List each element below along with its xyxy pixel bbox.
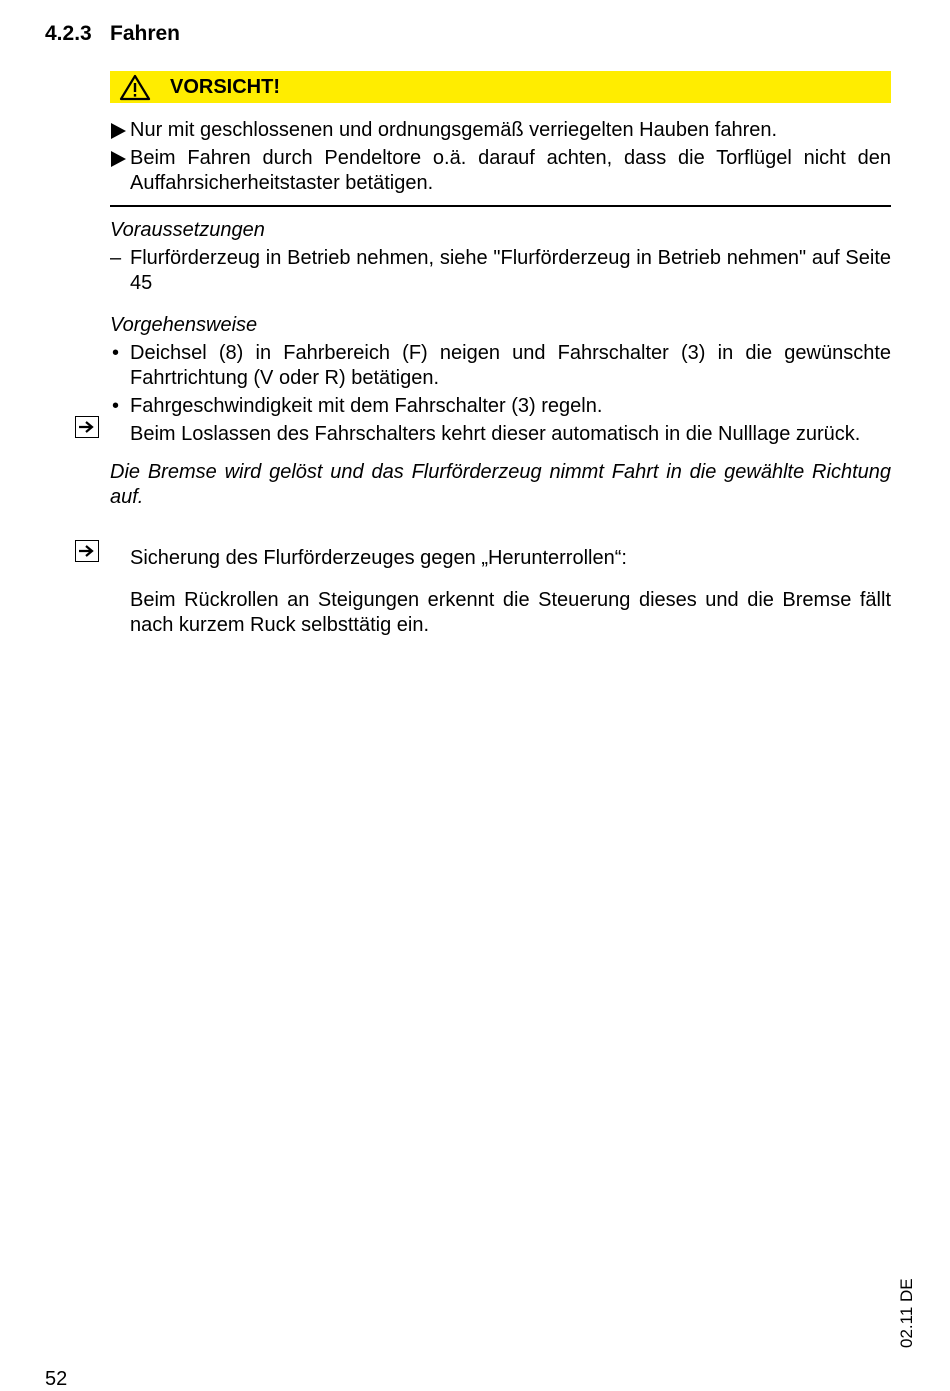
warning-triangle-icon — [119, 74, 151, 101]
page-number: 52 — [45, 1368, 68, 1390]
procedure-note — [110, 422, 891, 447]
bullet-dot: • — [112, 395, 120, 417]
rollback-note-text: Beim Rückrollen an Steigungen erkennt die Steuerung dieses und die Bremse fällt nach kurzem Ruck selbsttätig ein. — [130, 589, 891, 636]
section-heading — [45, 22, 180, 46]
note-arrow-icon — [75, 540, 99, 562]
procedure-step — [110, 341, 891, 391]
section-title: Fahren — [110, 22, 181, 45]
note-arrow-icon — [75, 416, 99, 438]
prerequisite-item — [110, 246, 891, 296]
caution-item-text: Nur mit geschlossenen und ordnungsgemäß verriegelten Hauben fahren. — [130, 119, 778, 141]
document-version: 02.11 DE — [897, 1278, 916, 1348]
caution-item — [110, 146, 891, 196]
caution-item-text: Beim Fahren durch Pendeltore o.ä. darauf achten, dass die Torflügel nicht den Auffahrsicherheitstaster betätigen. — [130, 147, 891, 194]
section-number: 4.2.3 — [45, 22, 92, 45]
procedure-step-text: Deichsel (8) in Fahrbereich (F) neigen und Fahrschalter (3) in die gewünschte Fahrtrichtung (V oder R) betätigen. — [130, 342, 891, 389]
bullet-dot: • — [112, 342, 120, 364]
caution-item — [110, 118, 891, 143]
procedure-step-text: Fahrgeschwindigkeit mit dem Fahrschalter (3) regeln. — [130, 395, 603, 417]
bullet-triangle-icon — [111, 123, 126, 139]
rollback-note-title: Sicherung des Flurförderzeuges gegen „Herunterrollen“: — [130, 547, 627, 569]
bullet-triangle-icon — [111, 151, 126, 167]
prerequisites-heading: Voraussetzungen — [110, 219, 265, 241]
divider — [110, 205, 891, 207]
caution-item-list — [110, 118, 891, 196]
caution-title: VORSICHT! — [170, 76, 280, 98]
caution-banner — [110, 71, 891, 103]
prerequisite-text: Flurförderzeug in Betrieb nehmen, siehe "Flurförderzeug in Betrieb nehmen" auf Seite 45 — [130, 247, 891, 294]
procedure-heading: Vorgehensweise — [110, 314, 258, 336]
procedure-step-list — [110, 341, 891, 447]
procedure-step — [110, 394, 891, 419]
procedure-note-text: Beim Loslassen des Fahrschalters kehrt dieser automatisch in die Nulllage zurück. — [130, 423, 861, 445]
procedure-result: Die Bremse wird gelöst und das Flurförderzeug nimmt Fahrt in die gewählte Richtung auf. — [110, 461, 891, 508]
dash-marker: – — [110, 247, 122, 269]
